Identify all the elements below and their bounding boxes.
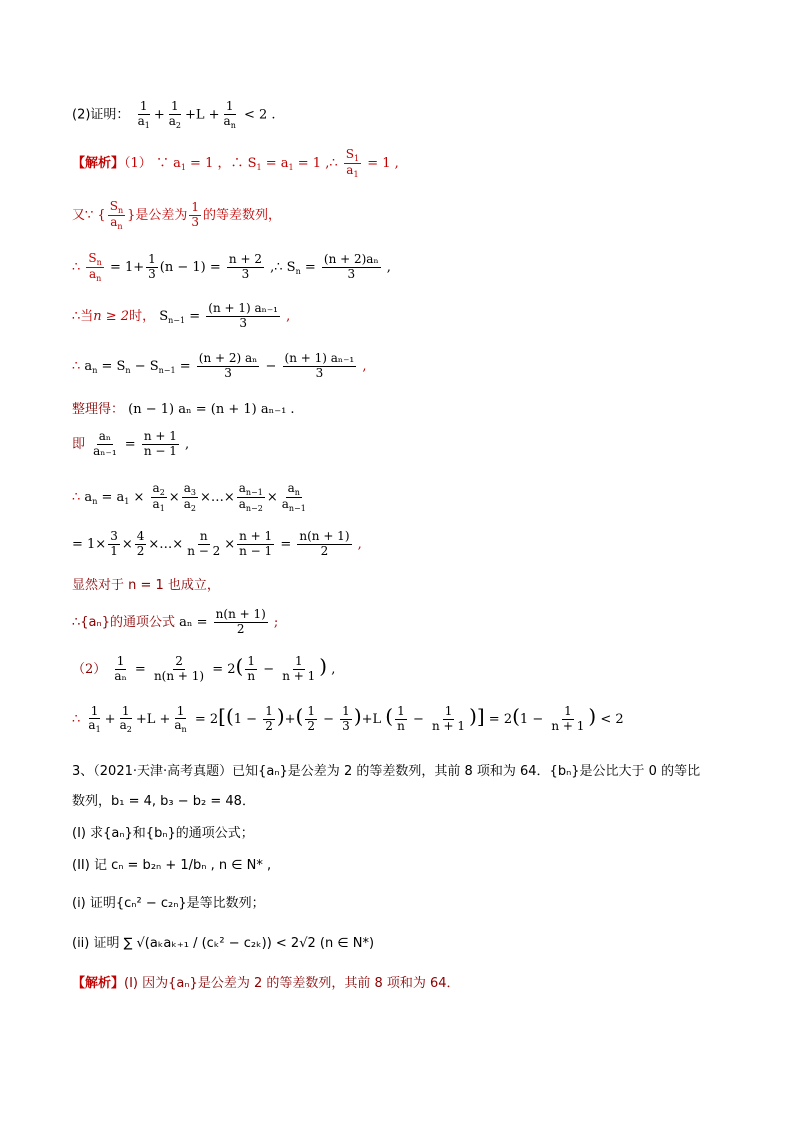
q3-part-ii-ii: (ii) 证明 ∑ √(aₖaₖ₊₁ / (cₖ² − c₂ₖ)) < 2√2 (n ∈ N*) — [72, 936, 375, 951]
analysis-line-5: ∴ $a_n = S_n - S_{n-1}$ = $\frac{\text{(n + 2) aₙ}}{3}$ − $\frac{\text{(n + 1) aₙ₋₁}}{3}$ , — [72, 351, 367, 380]
l7-expr: (n − 1) aₙ = (n + 1) aₙ₋₁ . — [128, 402, 295, 417]
q3-answer: 【解析】(I) 因为{aₙ}是公差为 2 的等差数列，其前 8 项和为 64． — [72, 976, 460, 991]
analysis-line-8: ∴ $a_n = a_1$ × $\frac{a_2}{a_1}$ × $\frac{a_3}{a_2}$ ×…× $\frac{a_{n-1}}{a_{n-2}}$ × $\frac{a_n}{a_{n-1}}$ — [72, 481, 306, 514]
analysis-line-13: ∴ $\frac{1}{a_1}$ + $\frac{1}{a_2}$ +L + $\frac{1}{a_n}$ = 2[(1 − $\frac{1}{2}$ )+( $\frac{1}{2}$ − $\frac{1}{3}$ )+L ( $\frac{1}{n}$ − $\frac{1}{n + 1}$ )] = 2(1 − $\frac{1}{n + 1}$ ) < 2 — [72, 703, 624, 735]
part2-statement: (2)证明： $\frac{1}{a_1}$ + $\frac{1}{a_2}$ +L + $\frac{1}{a_n}$ < 2 . — [72, 99, 276, 130]
q3-part-ii-i: (i) 证明{cₙ² − c₂ₙ}是等比数列； — [72, 896, 265, 911]
analysis-line-11: ∴{aₙ}的通项公式 aₙ = $\frac{n(n + 1)}{2}$ ; — [72, 607, 279, 636]
analysis-line-7: 即 $\frac{\text{aₙ}}{\text{aₙ₋₁}}$ = $\frac{n + 1}{n - 1}$ , — [72, 429, 190, 458]
analysis-line-3: ∴ $\frac{S_n}{a_n}$ = 1+ $\frac{1}{3}$ (n − 1) = $\frac{n + 2}{3}$ ,∴ $S_n$ = $\frac{\text{(n + 2)aₙ}}{3}$ , — [72, 251, 391, 284]
analysis-line-9: = 1× $\frac{3}{1}$ × $\frac{4}{2}$ ×…× $\frac{n}{n - 2}$ × $\frac{n + 1}{n - 1}$ = $\frac{n(n + 1)}{2}$ , — [72, 529, 362, 558]
q3-line-2: 数列，b₁ = 4, b₃ − b₂ = 48． — [72, 794, 255, 809]
analysis-line-6 — [72, 398, 295, 417]
q3-part-ii: (II) 记 cₙ = b₂ₙ + 1/bₙ , n ∈ N* , — [72, 858, 272, 873]
frac-1-3: $\frac{1}{3}$ — [191, 200, 200, 230]
you-text: 是公差为 — [135, 208, 188, 224]
analysis-line-1: 【解析】（1） ∵ $a_1 = 1$ ，∴ $S_1 = a_1 = 1$ ,∴ $\frac{S_1}{a_1}$ = 1 , — [72, 147, 399, 180]
you-prefix: 又∵ — [72, 208, 94, 224]
analysis-line-10: 显然对于 n = 1 也成立， — [72, 578, 220, 593]
item1-label: （1） — [124, 156, 152, 172]
analysis-line-2: 又∵ { $\frac{S_n}{a_n}$ }是公差为 $\frac{1}{3}$ 的等差数列， — [72, 199, 282, 232]
analysis-line-4: ∴当n ≥ 2时， $S_{n-1}$ = $\frac{\text{(n + 1) aₙ₋₁}}{3}$ , — [72, 301, 291, 330]
frac-1-a1: $\frac{1}{a_1}$ — [137, 99, 150, 130]
l5-prefix: ∴当 — [72, 308, 94, 324]
q3-part-i: (I) 求{aₙ}和{bₙ}的通项公式； — [72, 826, 254, 841]
you-suffix: 的等差数列， — [203, 208, 282, 224]
analysis-label: 【解析】 — [72, 156, 125, 172]
frac-s1-a1: $\frac{S_1}{a_1}$ — [345, 147, 360, 180]
frac-1-an: $\frac{1}{a_n}$ — [223, 99, 236, 130]
q3-line-1: 3、（2021·天津·高考真题）已知{aₙ}是公差为 2 的等差数列，其前 8 项和为 64．{bₙ}是公比大于 0 的等比 — [72, 764, 701, 779]
l7-label: 整理得： — [72, 402, 125, 417]
analysis-line-12: （2） $\frac{1}{\text{aₙ}}$ = $\frac{2}{n(n + 1)}$ = 2( $\frac{1}{n}$ − $\frac{1}{n + 1}$ ) , — [72, 654, 336, 683]
frac-1-a2: $\frac{1}{a_2}$ — [168, 99, 181, 130]
answer-label: 【解析】 — [72, 976, 125, 991]
part2-label: (2)证明： — [72, 107, 130, 123]
